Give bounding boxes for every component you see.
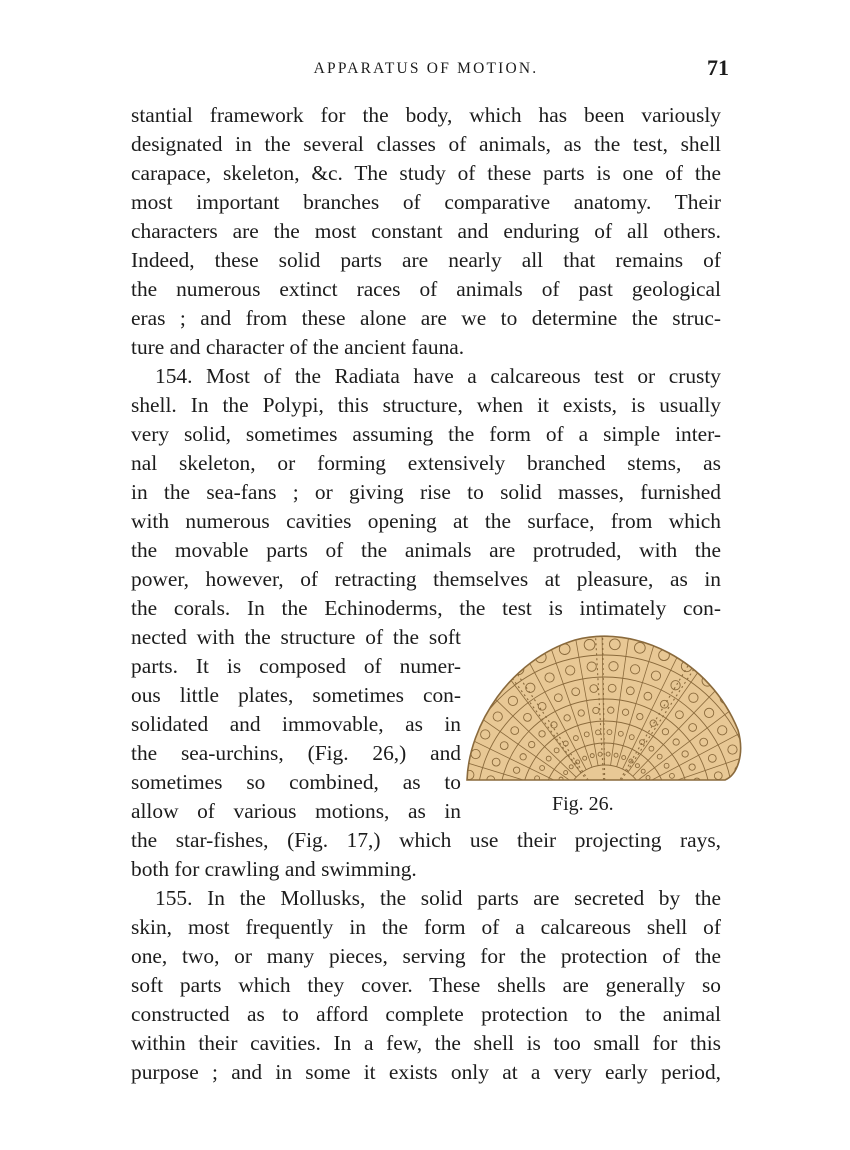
tubercle: [493, 679, 504, 690]
tubercle: [461, 718, 472, 729]
body-text: [131, 101, 721, 1087]
text-line: in the sea-fans ; or giving rise to solid masses, furnished: [131, 480, 721, 504]
tubercle: [509, 781, 515, 787]
text-line: the star-fishes, (Fig. 17,) which use their projecting rays,: [131, 828, 721, 852]
text-line: nected with the structure of the soft: [131, 625, 461, 649]
tubercle: [735, 713, 745, 724]
text-line: within their cavities. In a few, the shell is too small for this: [131, 1031, 721, 1055]
running-head: [131, 55, 729, 88]
paragraph-154-start: 154. Most of the Radiata have a calcareous test or crusty: [155, 364, 721, 388]
running-title: APPARATUS OF MOTION.: [313, 60, 539, 77]
tubercle: [475, 697, 486, 708]
text-line: shell. In the Polypi, this structure, when it exists, is usually: [131, 393, 721, 417]
text-line: the numerous extinct races of animals of past geological: [131, 277, 721, 301]
text-line: soft parts which they cover. These shells are generally so: [131, 973, 721, 997]
text-line: characters are the most constant and enduring of all others.: [131, 219, 721, 243]
text-line: sometimes so combined, as to: [131, 770, 461, 794]
text-line: ture and character of the ancient fauna.: [131, 335, 465, 359]
text-line: solidated and immovable, as in: [131, 712, 461, 736]
text-line: with numerous cavities opening at the surface, from which: [131, 509, 721, 533]
text-line: eras ; and from these alone are we to determine the struc-: [131, 306, 721, 330]
text-line: constructed as to afford complete protection to the animal: [131, 1002, 721, 1026]
text-line: the corals. In the Echinoderms, the test is intimately con-: [131, 596, 721, 620]
text-line: very solid, sometimes assuming the form of a simple inter-: [131, 422, 721, 446]
text-line: Indeed, these solid parts are nearly all that remains of: [131, 248, 721, 272]
text-line: the sea-urchins, (Fig. 26,) and: [131, 741, 461, 765]
figure-26: [455, 630, 745, 820]
text-line: both for crawling and swimming.: [131, 857, 417, 881]
text-line: allow of various motions, as in: [131, 799, 461, 823]
text-line: parts. It is composed of numer-: [131, 654, 461, 678]
text-line: skin, most frequently in the form of a calcareous shell of: [131, 915, 721, 939]
text-line: ous little plates, sometimes con-: [131, 683, 461, 707]
text-line: most important branches of comparative anatomy. Their: [131, 190, 721, 214]
page-number: 71: [707, 55, 729, 80]
text-line: nal skeleton, or forming extensively branched stems, as: [131, 451, 721, 475]
figure-caption: Fig. 26.: [552, 793, 614, 815]
tubercle: [455, 741, 461, 752]
text-line: designated in the several classes of animals, as the test, shell: [131, 132, 721, 156]
text-line: carapace, skeleton, &c. The study of these parts is one of the: [131, 161, 721, 185]
tubercle: [531, 787, 536, 790]
text-line: purpose ; and in some it exists only at a very early period,: [131, 1060, 721, 1084]
tubercle: [720, 693, 731, 704]
text-line: power, however, of retracting themselves at pleasure, as in: [131, 567, 721, 591]
sea-urchin-illustration: [455, 630, 745, 790]
tubercle: [673, 784, 678, 789]
paragraph-155-start: 155. In the Mollusks, the solid parts are secreted by the: [155, 886, 721, 910]
tubercle: [650, 783, 654, 787]
text-line: stantial framework for the body, which has been variously: [131, 103, 721, 127]
text-line: one, two, or many pieces, serving for the protection of the: [131, 944, 721, 968]
tubercle: [556, 784, 560, 788]
text-line: the movable parts of the animals are protruded, with the: [131, 538, 721, 562]
